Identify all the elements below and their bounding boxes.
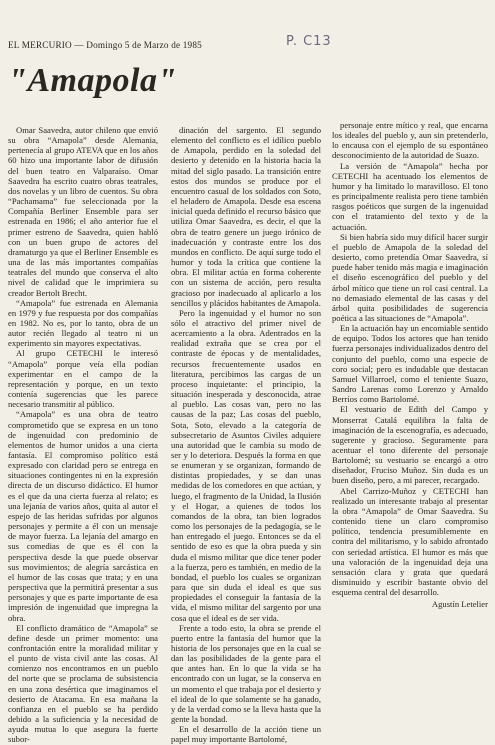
paragraph: En el desarrollo de la acción tiene un papel muy importante Bartolomé,	[171, 724, 321, 745]
paragraph: “Amapola” es una obra de teatro comprometido que se expresa en un tono de ingenuidad con predominio de elementos de humor unidos a una cierta fantasía. El compromiso político está expresado con claridad pero se entrega en situaciones contingentes ni en la expresión directa de un discurso didáctico. El humor es el que da una cierta fuerza al relato; es una lejanía de varios años, quita al autor el espejo de las heridas sufridas por algunos personajes y permite a él con un mensaje de mayor fuerza. La lejanía del amargo en sus comedias de que es él con la perspectiva desde la que puede observar sus movimientos; de alegría sarcástica en el humor de las cosas que trata; y en una perspectiva que la permitirá presentar a sus personajes y que es parte importante de esa impresión de ingenuidad que impregna la obra.	[8, 409, 158, 623]
paragraph: La versión de “Amapola” hecha por CETECHI ha acentuado los elementos de humor y ha limitado lo maravilloso. El tono es principalmente realista pero tiene también rasgos poéticos que surgen de la ingenuidad con el tratamiento del texto y de la actuación.	[332, 160, 488, 232]
masthead: EL MERCURIO — Domingo 5 de Marzo de 1985	[8, 40, 202, 50]
paragraph: El conflicto dramático de “Amapola” se define desde un primer momento: una confrontación entre la moralidad militar y el punto de vista civil ante las cosas. Al comienzo nos encontramos en un pueblo del norte que se proclama de subsistencia en una zona desértica que imaginamos el desierto de Atacama. En esa mañana la confianza en el pueblo se ha perdido debido a la suficiencia y la necesidad de ayuda mutua lo que asegura la fuerte subor-	[8, 622, 158, 745]
handwritten-page-mark: P. C13	[286, 34, 332, 49]
column-2	[171, 125, 321, 745]
paragraph: dinación del sargento. El segundo elemento del conflicto es el idílico pueblo de Amapola, perdido en la soledad del desierto y detenido en la historia hacia la mitad del siglo pasado. La transición entre estos dos mundos se produce por el encuentro casual de los soldados con Soto, el heladero de Amapola. Desde esa escena inicial queda definido el recurso básico que utiliza Omar Saavedra, es decir, el que la obra de teatro genere un juego irónico de inadecuación y contraste entre los dos mundos en conflicto. De aquí surge todo el humor y toda la crítica que contiene la obra. El militar actúa en forma coherente con un sistema de acción, pero resulta gracioso por inadecuado al aplicarlo a los sencillos y plácidos habitantes de Amapola.	[171, 125, 321, 308]
paragraph: Al grupo CETECHI le interesó “Amapola” porque veía ella podían experimentar en el campo de la representación y porque, en un texto contenía sugerencias que les parece necesario transmitir al público.	[8, 348, 158, 410]
headline: "Amapola"	[8, 62, 177, 99]
column-3	[332, 120, 488, 610]
paragraph: Pero la ingenuidad y el humor no son sólo el atractivo del primer nivel de acercamiento a la obra. Adentrados en la realidad extraña que se crea por el contraste de épocas y de mentalidades, recursos frecuentemente usados en literatura, percibimos las cargas de un proceso inquietante: el principio, la situación inesperada y desconocida, atrae al pueblo. Las cosas van, pero no las causas de la paz; Las cosas del pueblo, Sota, Soto, elevado a la categoría de subsecretario de Asuntos Civiles adquiere una autoridad que le cambia su modo de ser y lo deteriora. Después la forma en que se enumeran y se organizan, formando de distintas propiedades, y se dan unas medidas de los comedores en que actúan, y luego, el fragmento de la Unidad, la Ilusión y el Hogar, a quienes de todos los comandos de la obra, tan bien logrados como los personajes de la pedagogía, se le han entregado el juego. Entonces se da el sentido de eso es que la obra pueda y sin duda el mismo militar que dice tener poder a la fuerza, pero es también, en medio de la bondad, el pueblo los cuales se organizan para que sin duda el ideal es que sus propiedades el conseguir la fantasía de la vida, el mismo militar del sargento por una cosa que el ideal es de ser vida.	[171, 307, 321, 623]
paragraph: Omar Saavedra, autor chileno que envió su obra “Amapola” desde Alemania, pertenecía al grupo ATEVA que en los años 60 hizo una importante labor de difusión del buen teatro en Valparaíso. Omar Saavedra ha escrito cuatro obras teatrales, dos novelas y un libro de cuentos. Su obra “Pachamama” fue seleccionada por la Compañía Berliner Ensemble para ser estrenada en 1986; el año anterior fue el primer estreno de Saavedra, quien habló con un buen grupo de actores del dramaturgo ya que el Berliner Ensemble es una de las más importantes compañías teatrales del mundo que conserva el alto nivel de calidad que le imprimiera su creador Bertolt Brecht.	[8, 125, 158, 298]
paragraph: El vestuario de Edith del Campo y Monserrat Catalá equilibra la falta de imaginación de la escenografía, es adecuado, sugerente y gracioso. Seguramente para acentuar el tono diferente del personaje Bartolomé; su vestuario se encargó a otro diseñador, Fruciso Muñoz. Sin duda es un buen diseño, pero, a mi parecer, recargado.	[332, 404, 488, 486]
author-signature: Agustín Letelier	[431, 599, 488, 610]
paragraph: personaje entre mítico y real, que encarna los ideales del pueblo y, aun sin pretenderlo, lo encausa con el ejemplo de su espontáneo desconocimiento de la autoridad de Suazo.	[332, 120, 488, 161]
paragraph: “Amapola” fue estrenada en Alemania en 1979 y fue respuesta por dos compañías en 1982. No es, por lo tanto, obra de un autor recién llegado al teatro ni un experimento sin mayores expectativas.	[8, 297, 158, 349]
paragraph: Abel Carrizo-Muñoz y CETECHI han realizado un interesante trabajo al presentar la obra “Amapola” de Omar Saavedra. Su contenido tiene un claro compromiso político, tendencia presumiblemente en contra del militarismo, y lo sabido afrontado con seriedad artística. El humor es más que una valoración de la ingenuidad deja una sensación clara y grata que quedará disminuido y escribir bastante obvio del esquema central del desarrollo.	[332, 485, 488, 598]
column-1	[8, 125, 158, 745]
paragraph: Si bien habría sido muy difícil hacer surgir el pueblo de Amapola de la soledad del desierto, como pretendía Omar Saavedra, sí puede haber tenido más magia e imaginación el diseño escenográfico del pueblo y del árbol mítico que tiene un rol casi central. La no demasiado elemental de las casas y del árbol quita posibilidades de sugerencia poética a las situaciones de “Amapola”.	[332, 231, 488, 323]
paragraph: Frente a todo esto, la obra se prende el puerto entre la fantasía del humor que la historia de los personajes que en la cual se dan las posibilidades de la gente para el que antes han. En lo que la vida se ha encontrado con un lugar, se la conserva en un momento el que trabaja por el desierto y el ideal de lo que solamente se ha ganado, y de la verdad como se la lleva hasta que la gente la bondad.	[171, 622, 321, 725]
paragraph: En la actuación hay un encomiable sentido de equipo. Todos los actores que han tenido fuerza personajes individualizados dentro del conjunto del pueblo, como una especie de coro social; pero es indudable que destacan Samuel Villarroel, como el teniente Suazo, Sandro Larenas como Lorenzo y Arnaldo Berríos como Bartolomé.	[332, 323, 488, 405]
